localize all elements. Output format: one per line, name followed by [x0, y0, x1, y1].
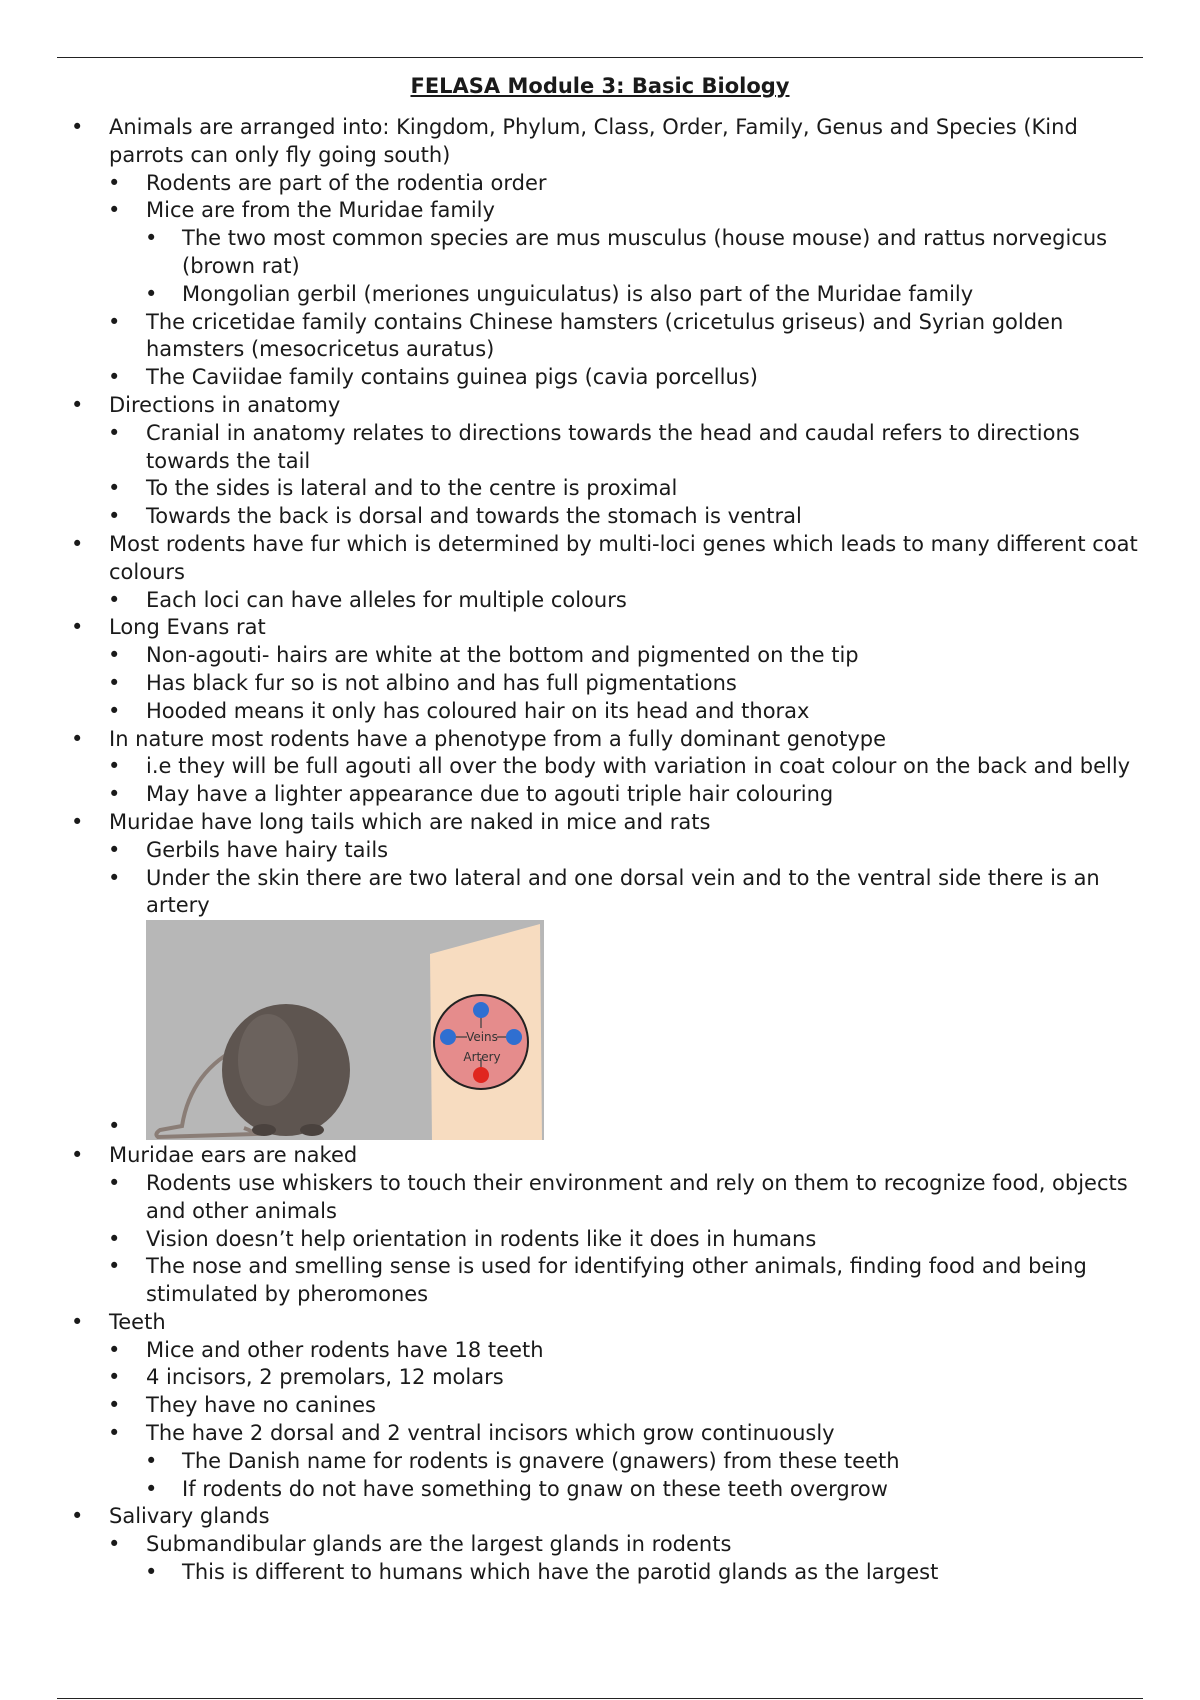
list-item: • Vision doesn’t help orientation in rodents like it does in humans: [57, 1226, 1147, 1254]
list-item: • The Caviidae family contains guinea pigs (cavia porcellus): [57, 364, 1147, 392]
list-item: • Hooded means it only has coloured hair on its head and thorax: [57, 698, 1147, 726]
list-item: • To the sides is lateral and to the centre is proximal: [57, 475, 1147, 503]
list-item: • Submandibular glands are the largest glands in rodents: [57, 1531, 1147, 1559]
artery-label: Artery: [463, 1050, 501, 1065]
list-item: • Mongolian gerbil (meriones unguiculatus) is also part of the Muridae family: [57, 281, 1147, 309]
list-item: • Rodents use whiskers to touch their environment and rely on them to recognize food, objects and other animals: [57, 1170, 1147, 1226]
list-item: • They have no canines: [57, 1392, 1147, 1420]
list-item: • Animals are arranged into: Kingdom, Phylum, Class, Order, Family, Genus and Species (Kind parrots can only fly going south): [57, 114, 1147, 170]
list-item: • Under the skin there are two lateral and one dorsal vein and to the ventral side there is an artery: [57, 865, 1147, 921]
list-item: • Each loci can have alleles for multiple colours: [57, 587, 1147, 615]
list-item: • Cranial in anatomy relates to directions towards the head and caudal refers to directions towards the tail: [57, 420, 1147, 476]
document-body: [57, 114, 1147, 1587]
veins-label: • Veins: [466, 1030, 498, 1045]
list-item: • Gerbils have hairy tails: [57, 837, 1147, 865]
list-item: • Long Evans rat: [57, 614, 1147, 642]
list-item: • May have a lighter appearance due to agouti triple hair colouring: [57, 781, 1147, 809]
bullet-list: [57, 114, 1147, 1587]
list-item: • The cricetidae family contains Chinese hamsters (cricetulus griseus) and Syrian golden hamsters (mesocricetus auratus): [57, 309, 1147, 365]
list-item: • Salivary glands: [57, 1503, 1147, 1531]
list-item: • The have 2 dorsal and 2 ventral incisors which grow continuously: [57, 1420, 1147, 1448]
list-item: • The Danish name for rodents is gnavere (gnawers) from these teeth: [57, 1448, 1147, 1476]
vein-dorsal: [473, 1002, 489, 1018]
rat-foot-left: [252, 1124, 276, 1136]
list-item: • Towards the back is dorsal and towards the stomach is ventral: [57, 503, 1147, 531]
list-item: • Mice are from the Muridae family: [57, 197, 1147, 225]
top-rule: [57, 57, 1143, 58]
list-item: • The two most common species are mus musculus (house mouse) and rattus norvegicus (brown rat): [57, 225, 1147, 281]
list-item: • Muridae have long tails which are naked in mice and rats: [57, 809, 1147, 837]
list-item: • Has black fur so is not albino and has full pigmentations: [57, 670, 1147, 698]
list-item: • Muridae ears are naked: [57, 1142, 1147, 1170]
list-item: • Mice and other rodents have 18 teeth: [57, 1337, 1147, 1365]
bottom-rule: [57, 1698, 1143, 1699]
vein-lateral-right: [506, 1029, 522, 1045]
vein-lateral-left: [440, 1029, 456, 1045]
rat-foot-right: [300, 1124, 324, 1136]
list-item: • In nature most rodents have a phenotype from a fully dominant genotype: [57, 726, 1147, 754]
rat-tail-cross-section-figure: [146, 920, 544, 1140]
list-item: • Most rodents have fur which is determined by multi-loci genes which leads to many different coat colours: [57, 531, 1147, 587]
list-item: • The nose and smelling sense is used for identifying other animals, finding food and being stimulated by pheromones: [57, 1253, 1147, 1309]
list-item: • i.e they will be full agouti all over the body with variation in coat colour on the back and belly: [57, 753, 1147, 781]
list-item: • This is different to humans which have the parotid glands as the largest: [57, 1559, 1147, 1587]
list-item: • Non-agouti- hairs are white at the bottom and pigmented on the tip: [57, 642, 1147, 670]
list-item: • Teeth: [57, 1309, 1147, 1337]
figure-list-item: [57, 920, 1147, 1142]
list-item: • If rodents do not have something to gnaw on these teeth overgrow: [57, 1476, 1147, 1504]
list-item: • Rodents are part of the rodentia order: [57, 170, 1147, 198]
list-item: • 4 incisors, 2 premolars, 12 molars: [57, 1364, 1147, 1392]
document-title: FELASA Module 3: Basic Biology: [410, 74, 790, 98]
list-item: • Directions in anatomy: [57, 392, 1147, 420]
artery-ventral: [473, 1067, 489, 1083]
rat-fur-highlight: [238, 1014, 298, 1106]
